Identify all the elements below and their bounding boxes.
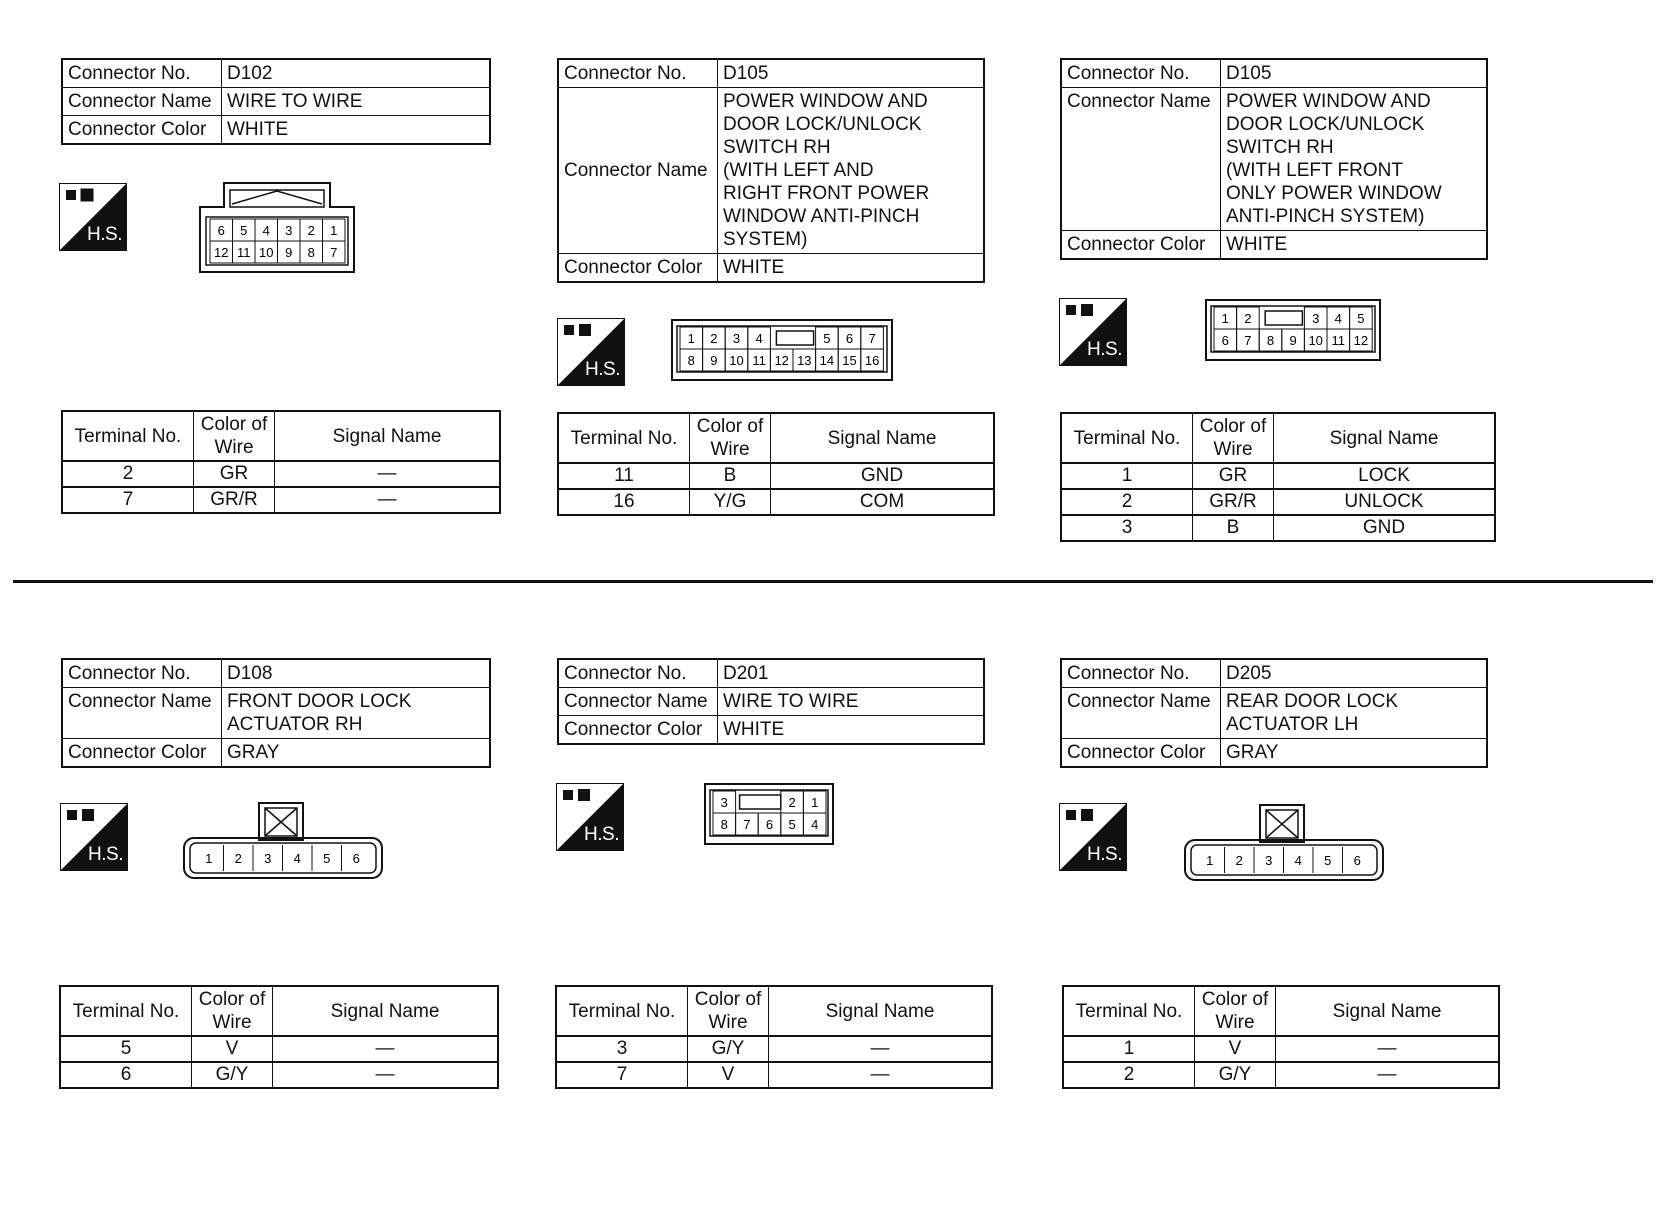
pin-number: 4 <box>755 331 763 346</box>
terminal-table-d102 <box>61 410 501 514</box>
connector-panel-d108 <box>61 658 531 768</box>
connector-no-label: Connector No. <box>62 59 222 88</box>
pin-number: 4 <box>1294 853 1302 868</box>
wire-color-cell: G/Y <box>1195 1062 1276 1088</box>
table-row <box>558 489 994 515</box>
signal-cell: — <box>273 1062 499 1088</box>
pin-number: 5 <box>240 223 248 238</box>
connector-face-d201 <box>704 783 834 845</box>
connector-color-label: Connector Color <box>62 739 222 768</box>
connector-face-d205 <box>1184 804 1384 882</box>
wire-color-cell: B <box>1193 515 1274 541</box>
connector-info-table <box>1060 58 1488 260</box>
pin-number: 12 <box>774 353 789 368</box>
pin-number: 2 <box>1244 311 1252 326</box>
terminal-no-header: Terminal No. <box>62 411 194 461</box>
terminal-table-d108 <box>59 985 499 1089</box>
color-of-wire-header: Color of Wire <box>194 411 275 461</box>
wire-color-cell: V <box>192 1036 273 1062</box>
connector-color-label: Connector Color <box>1061 231 1221 260</box>
pin-number: 2 <box>788 795 796 810</box>
signal-cell: — <box>275 487 501 513</box>
pin-number: 3 <box>285 223 293 238</box>
connector-info-table <box>61 658 491 768</box>
connector-key-slot <box>1265 311 1302 325</box>
terminal-cell: 2 <box>1063 1062 1195 1088</box>
connector-key-slot <box>740 795 781 809</box>
terminal-table-d205 <box>1062 985 1500 1089</box>
signal-cell: — <box>769 1062 993 1088</box>
terminal-cell: 1 <box>1061 463 1193 489</box>
terminal-cell: 7 <box>556 1062 688 1088</box>
terminal-table-d201 <box>555 985 993 1089</box>
table-row <box>556 1062 992 1088</box>
signal-cell: UNLOCK <box>1274 489 1496 515</box>
pin-number: 4 <box>293 851 301 866</box>
table-row <box>60 1062 498 1088</box>
connector-name-label: Connector Name <box>62 88 222 116</box>
terminal-no-header: Terminal No. <box>558 413 690 463</box>
wire-color-cell: GR <box>194 461 275 487</box>
pin-number: 12 <box>1353 333 1369 348</box>
hs-label: H.S. <box>87 224 122 245</box>
connector-name-label: Connector Name <box>1061 88 1221 231</box>
pin-number: 10 <box>729 353 744 368</box>
pin-number: 2 <box>234 851 242 866</box>
connector-face-d105-b <box>1205 299 1381 361</box>
terminal-cell: 3 <box>556 1036 688 1062</box>
connector-no-value: D102 <box>222 59 491 88</box>
connector-color-value: GRAY <box>222 739 491 768</box>
wire-color-cell: GR/R <box>1193 489 1274 515</box>
signal-cell: GND <box>1274 515 1496 541</box>
connector-face-d102 <box>198 182 356 274</box>
hs-harness-side-icon <box>60 803 128 871</box>
pin-number: 15 <box>842 353 857 368</box>
connector-no-value: D205 <box>1221 659 1488 688</box>
signal-cell: — <box>273 1036 499 1062</box>
table-row <box>62 487 500 513</box>
terminal-cell: 11 <box>558 463 690 489</box>
table-row <box>1061 463 1495 489</box>
pin-number: 4 <box>811 817 819 832</box>
wire-color-cell: Y/G <box>690 489 771 515</box>
connector-info-table <box>61 58 491 145</box>
pin-number: 5 <box>323 851 331 866</box>
signal-name-header: Signal Name <box>273 986 499 1036</box>
connector-color-value: GRAY <box>1221 739 1488 768</box>
signal-cell: — <box>1276 1036 1500 1062</box>
hs-harness-side-icon <box>556 783 624 851</box>
hs-harness-side-icon <box>59 183 127 251</box>
color-of-wire-header: Color of Wire <box>1193 413 1274 463</box>
pin-number: 5 <box>1357 311 1365 326</box>
pin-number: 11 <box>1331 333 1346 348</box>
pin-number: 5 <box>788 817 796 832</box>
color-of-wire-header: Color of Wire <box>1195 986 1276 1036</box>
connector-color-value: WHITE <box>222 116 491 145</box>
hs-harness-side-icon <box>1059 298 1127 366</box>
hs-label: H.S. <box>584 824 619 845</box>
signal-cell: — <box>1276 1062 1500 1088</box>
pin-number: 8 <box>1266 333 1275 348</box>
table-row <box>1061 515 1495 541</box>
connector-color-label: Connector Color <box>558 254 718 283</box>
terminal-no-header: Terminal No. <box>556 986 688 1036</box>
pin-number: 5 <box>823 331 831 346</box>
pin-number: 1 <box>811 795 819 810</box>
signal-name-header: Signal Name <box>771 413 995 463</box>
table-row <box>1063 1062 1499 1088</box>
connector-no-value: D108 <box>222 659 491 688</box>
pin-number: 1 <box>1206 853 1214 868</box>
pin-number: 11 <box>752 353 766 368</box>
pin-number: 8 <box>687 353 695 368</box>
connector-name-label: Connector Name <box>62 688 222 739</box>
connector-no-value: D201 <box>718 659 985 688</box>
wire-color-cell: V <box>1195 1036 1276 1062</box>
hs-harness-side-icon <box>1059 803 1127 871</box>
pin-number: 3 <box>1265 853 1273 868</box>
terminal-cell: 7 <box>62 487 194 513</box>
connector-color-label: Connector Color <box>558 716 718 745</box>
connector-name-value: POWER WINDOW AND DOOR LOCK/UNLOCK SWITCH RH (WITH LEFT AND RIGHT FRONT POWER WINDOW ANTI-PINCH SYSTEM) <box>718 88 985 254</box>
connector-name-label: Connector Name <box>558 688 718 716</box>
pin-number: 2 <box>1235 853 1243 868</box>
signal-cell: — <box>275 461 501 487</box>
connector-name-label: Connector Name <box>558 88 718 254</box>
color-of-wire-header: Color of Wire <box>192 986 273 1036</box>
connector-color-value: WHITE <box>718 254 985 283</box>
pin-number: 1 <box>330 223 338 238</box>
wire-color-cell: GR <box>1193 463 1274 489</box>
connector-no-label: Connector No. <box>1061 59 1221 88</box>
connector-name-value: WIRE TO WIRE <box>718 688 985 716</box>
pin-number: 5 <box>1324 853 1332 868</box>
table-row <box>1063 1036 1499 1062</box>
pin-number: 1 <box>205 851 213 866</box>
terminal-cell: 1 <box>1063 1036 1195 1062</box>
connector-no-label: Connector No. <box>558 59 718 88</box>
pin-number: 1 <box>1221 311 1229 326</box>
connector-no-label: Connector No. <box>558 659 718 688</box>
connector-name-value: FRONT DOOR LOCK ACTUATOR RH <box>222 688 491 739</box>
wire-color-cell: V <box>688 1062 769 1088</box>
terminal-no-header: Terminal No. <box>1061 413 1193 463</box>
connector-panel-d105-b <box>1060 58 1530 260</box>
pin-number: 3 <box>732 331 741 346</box>
pin-number: 7 <box>868 331 876 346</box>
terminal-cell: 5 <box>60 1036 192 1062</box>
pin-number: 11 <box>237 245 251 260</box>
connector-no-label: Connector No. <box>1061 659 1221 688</box>
connector-color-value: WHITE <box>1221 231 1488 260</box>
pin-number: 2 <box>307 223 315 238</box>
hs-label: H.S. <box>1087 339 1122 360</box>
signal-name-header: Signal Name <box>769 986 993 1036</box>
terminal-no-header: Terminal No. <box>1063 986 1195 1036</box>
pin-number: 4 <box>262 223 270 238</box>
signal-cell: — <box>769 1036 993 1062</box>
connector-panel-d105-a <box>557 58 1027 283</box>
connector-name-value: POWER WINDOW AND DOOR LOCK/UNLOCK SWITCH RH (WITH LEFT FRONT ONLY POWER WINDOW ANTI-PINCH SYSTEM) <box>1221 88 1488 231</box>
signal-cell: GND <box>771 463 995 489</box>
connector-panel-d205 <box>1060 658 1530 768</box>
terminal-cell: 3 <box>1061 515 1193 541</box>
pin-number: 10 <box>259 245 274 260</box>
pin-number: 6 <box>217 223 225 238</box>
terminal-table-d105-a <box>557 412 995 516</box>
terminal-cell: 6 <box>60 1062 192 1088</box>
connector-color-value: WHITE <box>718 716 985 745</box>
color-of-wire-header: Color of Wire <box>688 986 769 1036</box>
pin-number: 6 <box>1353 853 1361 868</box>
pin-number: 6 <box>765 817 774 832</box>
connector-info-table <box>557 58 985 283</box>
pin-number: 3 <box>1312 311 1320 326</box>
pin-number: 6 <box>1221 333 1229 348</box>
table-row <box>556 1036 992 1062</box>
terminal-no-header: Terminal No. <box>60 986 192 1036</box>
pin-number: 3 <box>264 851 272 866</box>
connector-no-value: D105 <box>718 59 985 88</box>
hs-label: H.S. <box>585 359 620 380</box>
pin-number: 7 <box>743 817 751 832</box>
pin-number: 1 <box>687 331 695 346</box>
table-row <box>1061 489 1495 515</box>
pin-number: 3 <box>720 795 728 810</box>
pin-number: 13 <box>797 353 812 368</box>
terminal-table-d105-b <box>1060 412 1496 542</box>
connector-name-value: REAR DOOR LOCK ACTUATOR LH <box>1221 688 1488 739</box>
connector-color-label: Connector Color <box>62 116 222 145</box>
pin-number: 9 <box>1289 333 1297 348</box>
pin-number: 6 <box>845 331 854 346</box>
connector-panel-d102 <box>61 58 531 145</box>
pin-number: 12 <box>214 245 229 260</box>
wire-color-cell: G/Y <box>688 1036 769 1062</box>
pin-number: 7 <box>1244 333 1252 348</box>
wire-color-cell: B <box>690 463 771 489</box>
hs-label: H.S. <box>1087 844 1122 865</box>
connector-no-value: D105 <box>1221 59 1488 88</box>
pin-number: 2 <box>710 331 718 346</box>
terminal-cell: 2 <box>1061 489 1193 515</box>
pin-number: 8 <box>307 245 315 260</box>
color-of-wire-header: Color of Wire <box>690 413 771 463</box>
signal-cell: COM <box>771 489 995 515</box>
table-row <box>62 461 500 487</box>
terminal-cell: 2 <box>62 461 194 487</box>
connector-info-table <box>1060 658 1488 768</box>
connector-key-slot <box>776 331 813 345</box>
table-row <box>60 1036 498 1062</box>
connector-name-label: Connector Name <box>1061 688 1221 739</box>
connector-name-value: WIRE TO WIRE <box>222 88 491 116</box>
table-row <box>558 463 994 489</box>
section-divider <box>13 580 1653 583</box>
signal-name-header: Signal Name <box>275 411 501 461</box>
pin-number: 9 <box>710 353 718 368</box>
connector-no-label: Connector No. <box>62 659 222 688</box>
terminal-cell: 16 <box>558 489 690 515</box>
pin-number: 7 <box>330 245 338 260</box>
signal-cell: LOCK <box>1274 463 1496 489</box>
connector-face-d108 <box>183 802 383 880</box>
hs-label: H.S. <box>88 844 123 865</box>
connector-color-label: Connector Color <box>1061 739 1221 768</box>
pin-number: 8 <box>720 817 728 832</box>
wire-color-cell: G/Y <box>192 1062 273 1088</box>
pin-number: 4 <box>1334 311 1342 326</box>
pin-number: 6 <box>352 851 360 866</box>
connector-panel-d201 <box>557 658 1027 745</box>
pin-number: 16 <box>864 353 880 368</box>
connector-face-d105-a <box>671 319 893 381</box>
hs-harness-side-icon <box>557 318 625 386</box>
signal-name-header: Signal Name <box>1274 413 1496 463</box>
connector-info-table <box>557 658 985 745</box>
signal-name-header: Signal Name <box>1276 986 1500 1036</box>
pin-number: 14 <box>819 353 835 368</box>
pin-number: 10 <box>1308 333 1323 348</box>
wire-color-cell: GR/R <box>194 487 275 513</box>
pin-number: 9 <box>285 245 293 260</box>
